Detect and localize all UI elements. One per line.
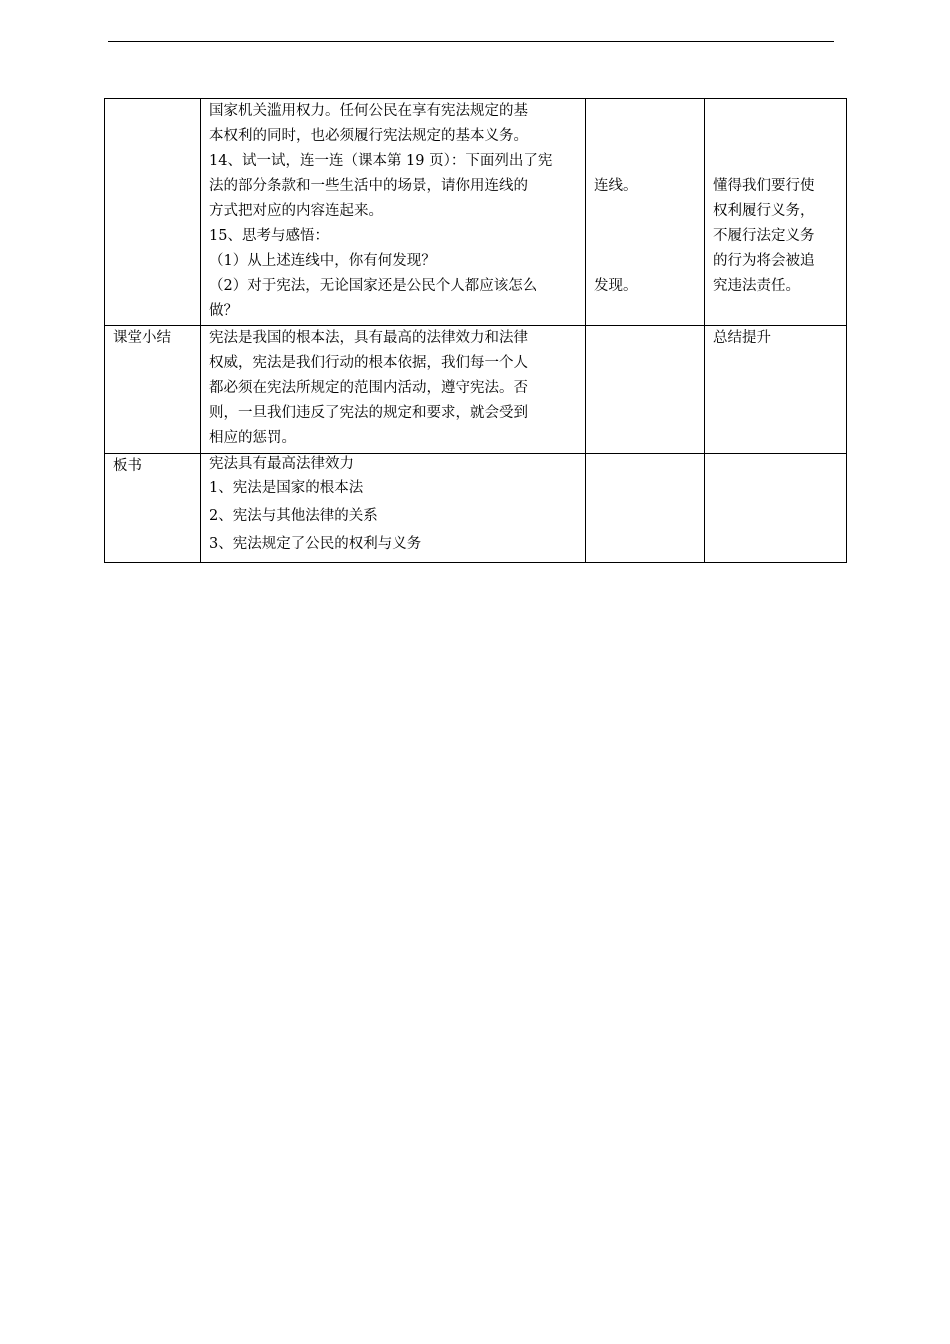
content-line: 权威，宪法是我们行动的根本依据，我们每一个人 [209, 355, 528, 371]
student-activity-cell [586, 99, 705, 326]
content-line: （1）从上述连线中，你有何发现？ [209, 253, 436, 269]
design-intent-cell [705, 454, 847, 563]
content-line: 做？ [209, 303, 238, 319]
design-intent-line: 究违法责任。 [713, 278, 800, 294]
blackboard-item: 3、宪法规定了公民的权利与义务 [209, 536, 422, 552]
student-activity-text: 发现。 [594, 278, 638, 294]
content-line: 法的部分条款和一些生活中的场景，请你用连线的 [209, 178, 528, 194]
design-intent-cell [705, 99, 847, 326]
content-cell [201, 326, 586, 454]
table-row-blackboard [105, 454, 847, 563]
blackboard-title: 宪法具有最高法律效力 [209, 456, 354, 472]
content-line: 宪法是我国的根本法，具有最高的法律效力和法律 [209, 330, 528, 346]
design-intent-line: 不履行法定义务 [713, 228, 815, 244]
blackboard-cell [201, 454, 586, 563]
content-line: 14、试一试，连一连（课本第 19 页）：下面列出了宪 [209, 153, 553, 169]
row-label-cell [105, 99, 201, 326]
student-activity-text: 连线。 [594, 178, 638, 194]
row-label-cell: 课堂小结 [105, 326, 201, 454]
content-line: 国家机关滥用权力。任何公民在享有宪法规定的基 [209, 103, 528, 119]
student-activity-cell [586, 326, 705, 454]
row-label-cell: 板书 [105, 454, 201, 563]
content-line: 方式把对应的内容连起来。 [209, 203, 383, 219]
design-intent-cell: 总结提升 [705, 326, 847, 454]
table-row-activity [105, 99, 847, 326]
content-line: 则，一旦我们违反了宪法的规定和要求，就会受到 [209, 405, 528, 421]
content-cell [201, 99, 586, 326]
student-activity-cell [586, 454, 705, 563]
content-line: 15、思考与感悟： [209, 228, 329, 244]
table-row-summary [105, 326, 847, 454]
design-intent-line: 懂得我们要行使 [713, 178, 815, 194]
content-line: 相应的惩罚。 [209, 430, 296, 446]
content-line: （2）对于宪法，无论国家还是公民个人都应该怎么 [209, 278, 538, 294]
blackboard-item: 1、宪法是国家的根本法 [209, 480, 364, 496]
design-intent-line: 的行为将会被追 [713, 253, 815, 269]
lesson-plan-table [104, 98, 847, 563]
content-line: 都必须在宪法所规定的范围内活动，遵守宪法。否 [209, 380, 528, 396]
blackboard-item: 2、宪法与其他法律的关系 [209, 508, 378, 524]
header-rule [108, 41, 834, 42]
content-line: 本权利的同时，也必须履行宪法规定的基本义务。 [209, 128, 528, 144]
design-intent-line: 权利履行义务， [713, 203, 815, 219]
